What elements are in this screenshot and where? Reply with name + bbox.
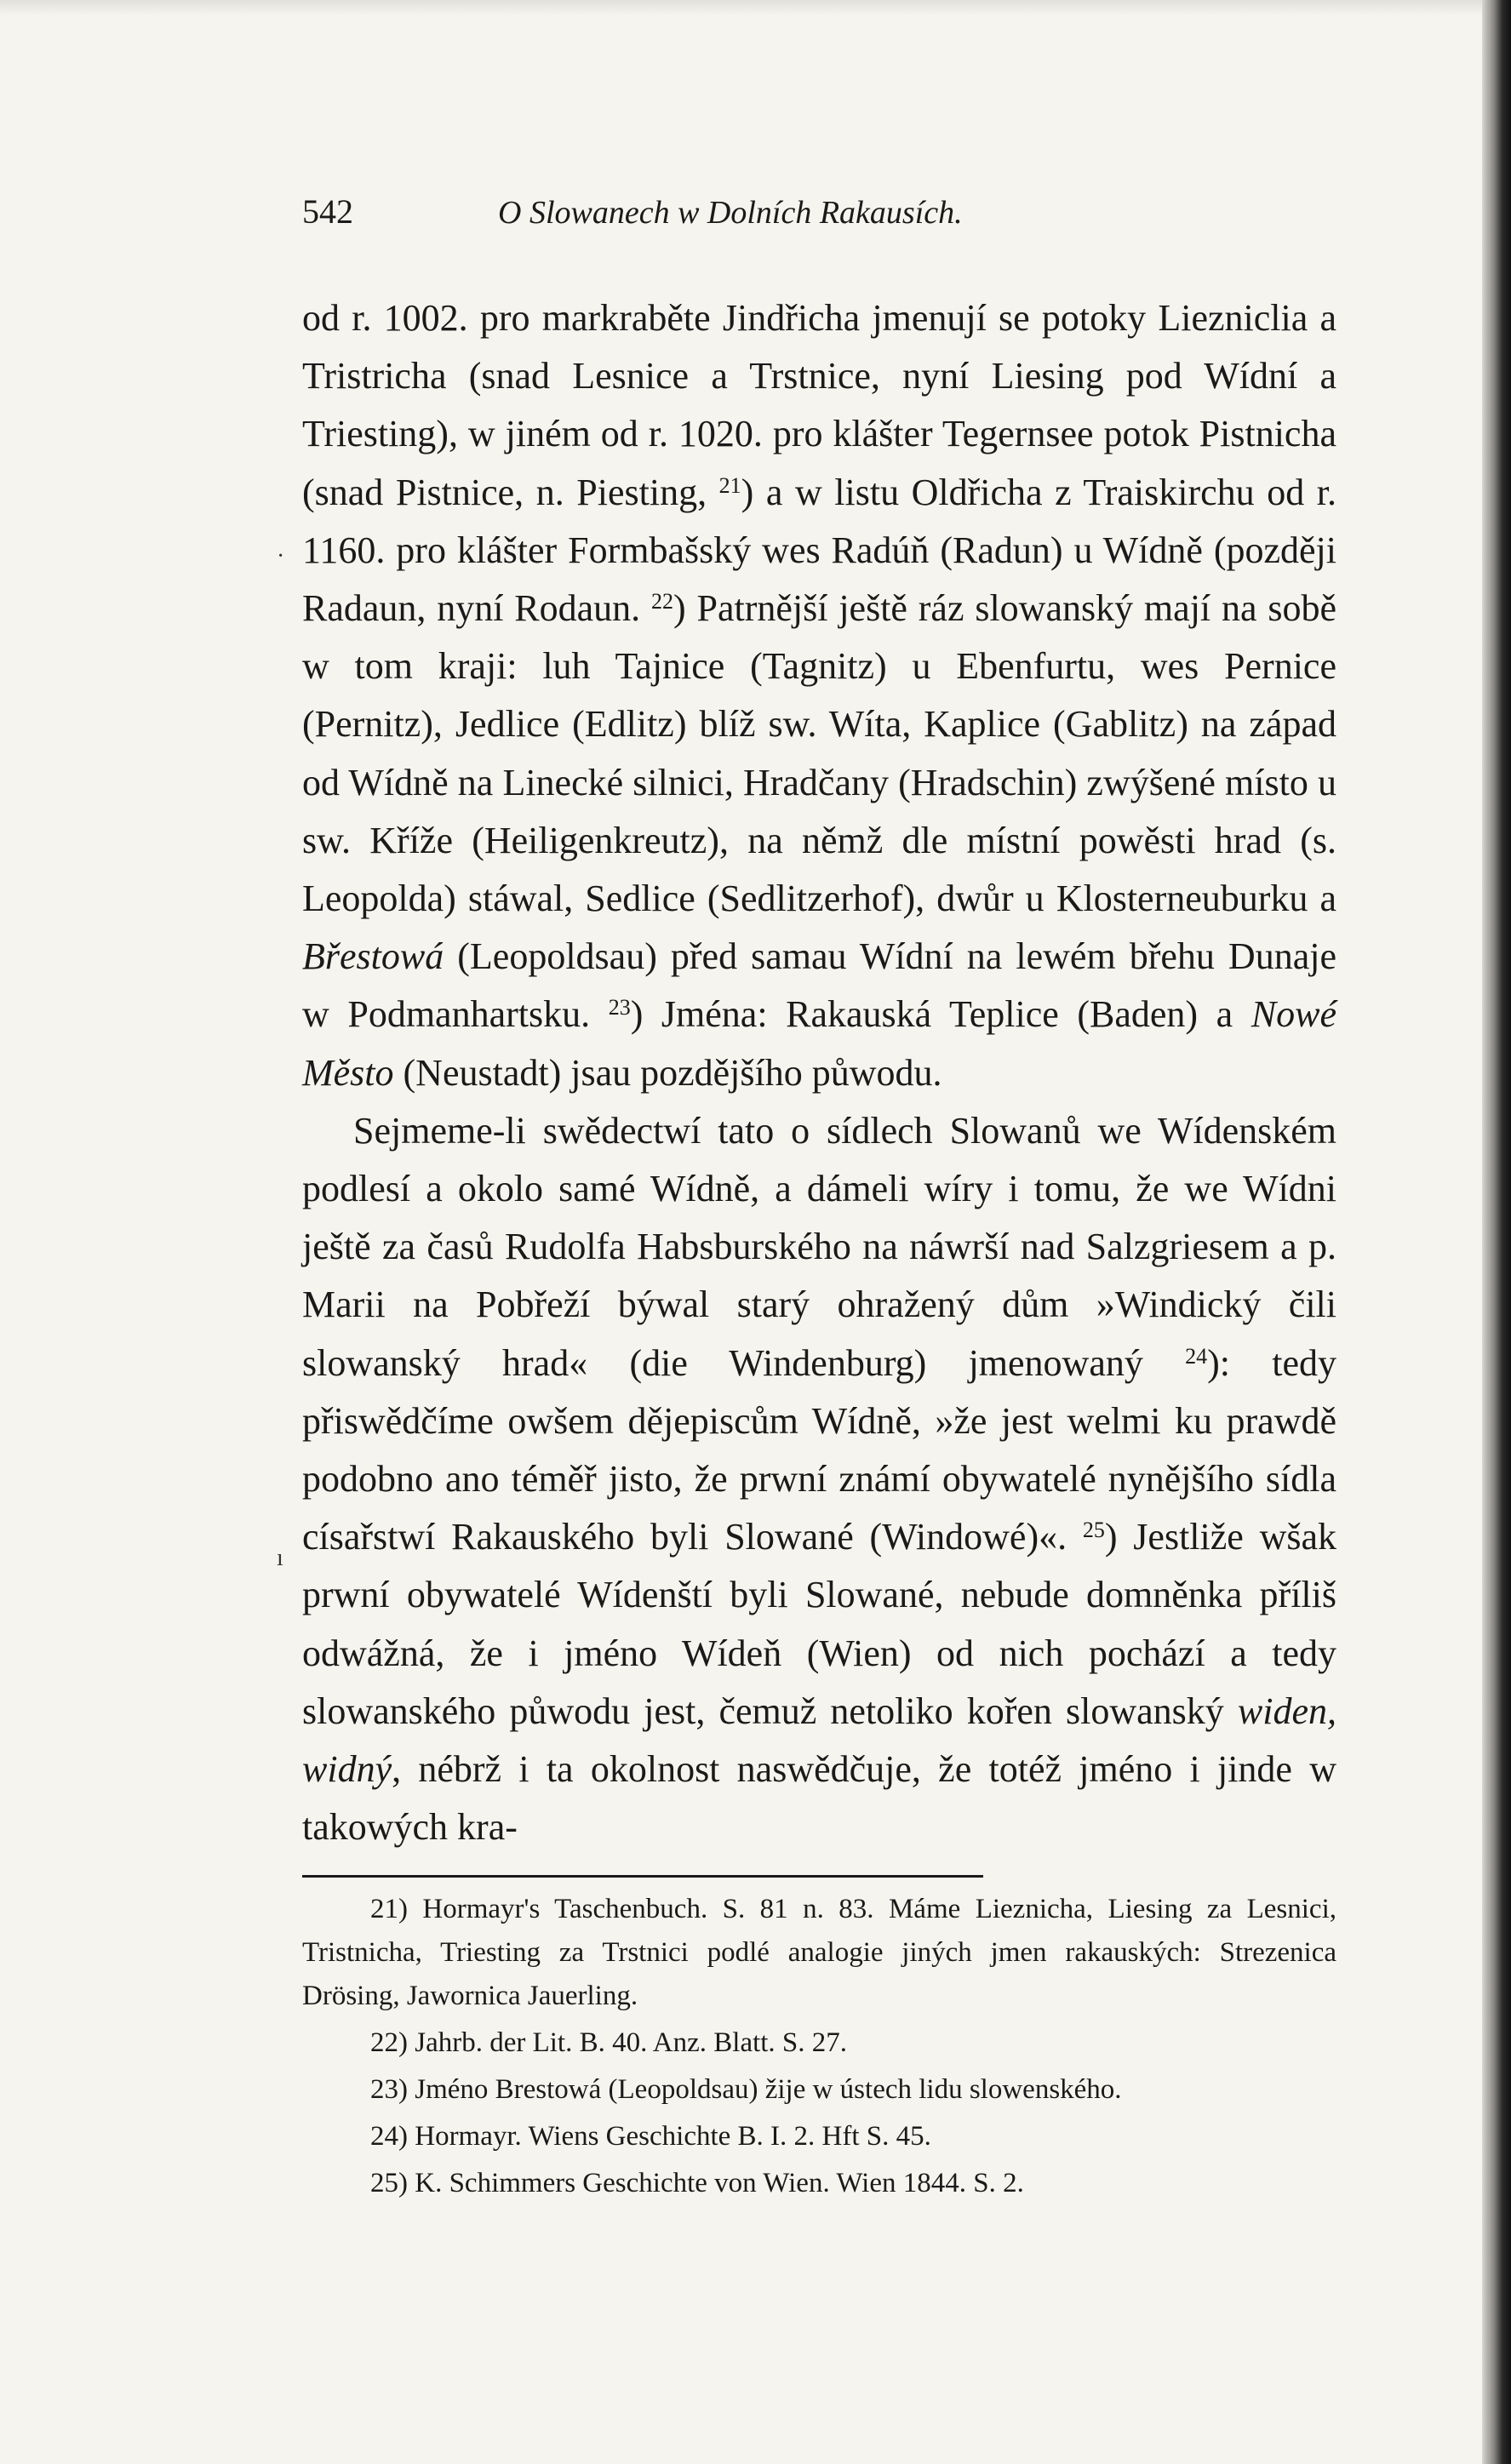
margin-dot: · (277, 543, 285, 569)
paragraph-1 (302, 289, 1336, 1102)
footnote-ref: 22 (651, 589, 674, 615)
page (302, 192, 1336, 2209)
italic-term: widen, widný (302, 1689, 1336, 1791)
text-run: (Neustadt) jsau pozdějšího půwodu. (393, 1051, 942, 1094)
paragraph-2 (302, 1102, 1336, 1857)
footnote-21: 21) Hormayr's Taschenbuch. S. 81 n. 83. Máme Lieznicha, Liesing za Lesnici, Tristnicha, Triesting za Trstnici podlé analogie jiných jmen rakauských: Strezenica Drösing, Jawornica Jauerling. (302, 1894, 1336, 2012)
footnote-ref: 23 (608, 995, 631, 1020)
footnote-ref: 25 (1082, 1518, 1105, 1543)
text-run: od r. 1002. pro markraběte Jindřicha jmenují se potoky Liezniclia a Tristricha (snad Lesnice a Trstnice, nyní Liesing pod Wídní a Triesting), w jiném od r. 1020. pro klášter Tegernsee potok Pistnicha (snad Pistnice, n. Piesting, (302, 297, 1336, 513)
text-run: ) Jestliže wšak prwní obywatelé Wídenští byli Slowané, nebude domněnka příliš odwážná, že i jméno Wídeň (Wien) od nich pochází a tedy slowanského půwodu jest, čemuž netoliko kořen slowanský (302, 1516, 1336, 1732)
page-header (302, 192, 1336, 251)
footnote-22: 22) Jahrb. der Lit. B. 40. Anz. Blatt. S. 27. (370, 2027, 848, 2059)
margin-tick: ı (277, 1545, 283, 1571)
scan-top-edge (0, 0, 1511, 15)
scan-right-edge (1482, 0, 1511, 2464)
footnote-divider (302, 1875, 983, 1878)
text-run: , nébrž i ta okolnost naswědčuje, že totéž jméno i jinde w takowých kra- (302, 1748, 1336, 1849)
running-head: O Slowanech w Dolních Rakausích. (498, 195, 963, 231)
italic-term: Nowé Město (302, 993, 1336, 1094)
body-text (302, 289, 1336, 1856)
text-run: ) Patrnější ještě ráz slowanský mají na sobě w tom kraji: luh Tajnice (Tagnitz) u Ebenfurtu, wes Pernice (Pernitz), Jedlice (Edlitz) blíž sw. Wíta, Kaplice (Gablitz) na západ od Wídně na Linecké silnici, Hradčany (Hradschin) zwýšené místo u sw. Kříže (Heiligenkreutz), na němž dle místní powěsti hrad (s. Leopolda) stáwal, Sedlice (Sedlitzerhof), dwůr u Klosterneuburku a (302, 587, 1336, 920)
page-number: 542 (302, 192, 353, 231)
footnote-ref: 21 (718, 472, 741, 498)
text-run: Sejmeme-li swědectwí tato o sídlech Slowanů we Wídenském podlesí a okolo samé Wídně, a dámeli wíry i tomu, že we Wídni ještě za časů Rudolfa Habsburského na náwrší nad Salzgriesem a p. Marii na Pobřeží býwal starý ohražený dům »Windický čili slowanský hrad« (die Windenburg) jmenowaný (302, 1109, 1336, 1384)
text-run: ) a w listu Oldřicha z Traiskirchu od r. 1160. pro klášter Formbašský wes Radúň (Radun) u Wídně (později Radaun, nyní Rodaun. (302, 471, 1336, 630)
footnote-25: 25) K. Schimmers Geschichte von Wien. Wien 1844. S. 2. (370, 2168, 1024, 2199)
footnote-ref: 24 (1185, 1343, 1208, 1369)
text-run: ): tedy přiswědčíme owšem dějepiscům Wídně, »že jest welmi ku prawdě podobno ano téměř jisto, že prwní známí obywatelé nynějšího sídla císařstwí Rakauského byli Slowané (Windowé)«. (302, 1341, 1336, 1558)
footnote-24: 24) Hormayr. Wiens Geschichte B. I. 2. Hft S. 45. (370, 2121, 931, 2152)
footnote-23: 23) Jméno Brestowá (Leopoldsau) žije w ústech lidu slowenského. (370, 2074, 1122, 2106)
text-run: ) Jména: Rakauská Teplice (Baden) a (630, 993, 1251, 1036)
italic-term: Břestowá (302, 935, 444, 978)
footnotes (302, 1888, 1336, 2205)
text-run: (Leopoldsau) před samau Wídní na lewém břehu Dunaje w Podmanhartsku. (302, 935, 1336, 1036)
